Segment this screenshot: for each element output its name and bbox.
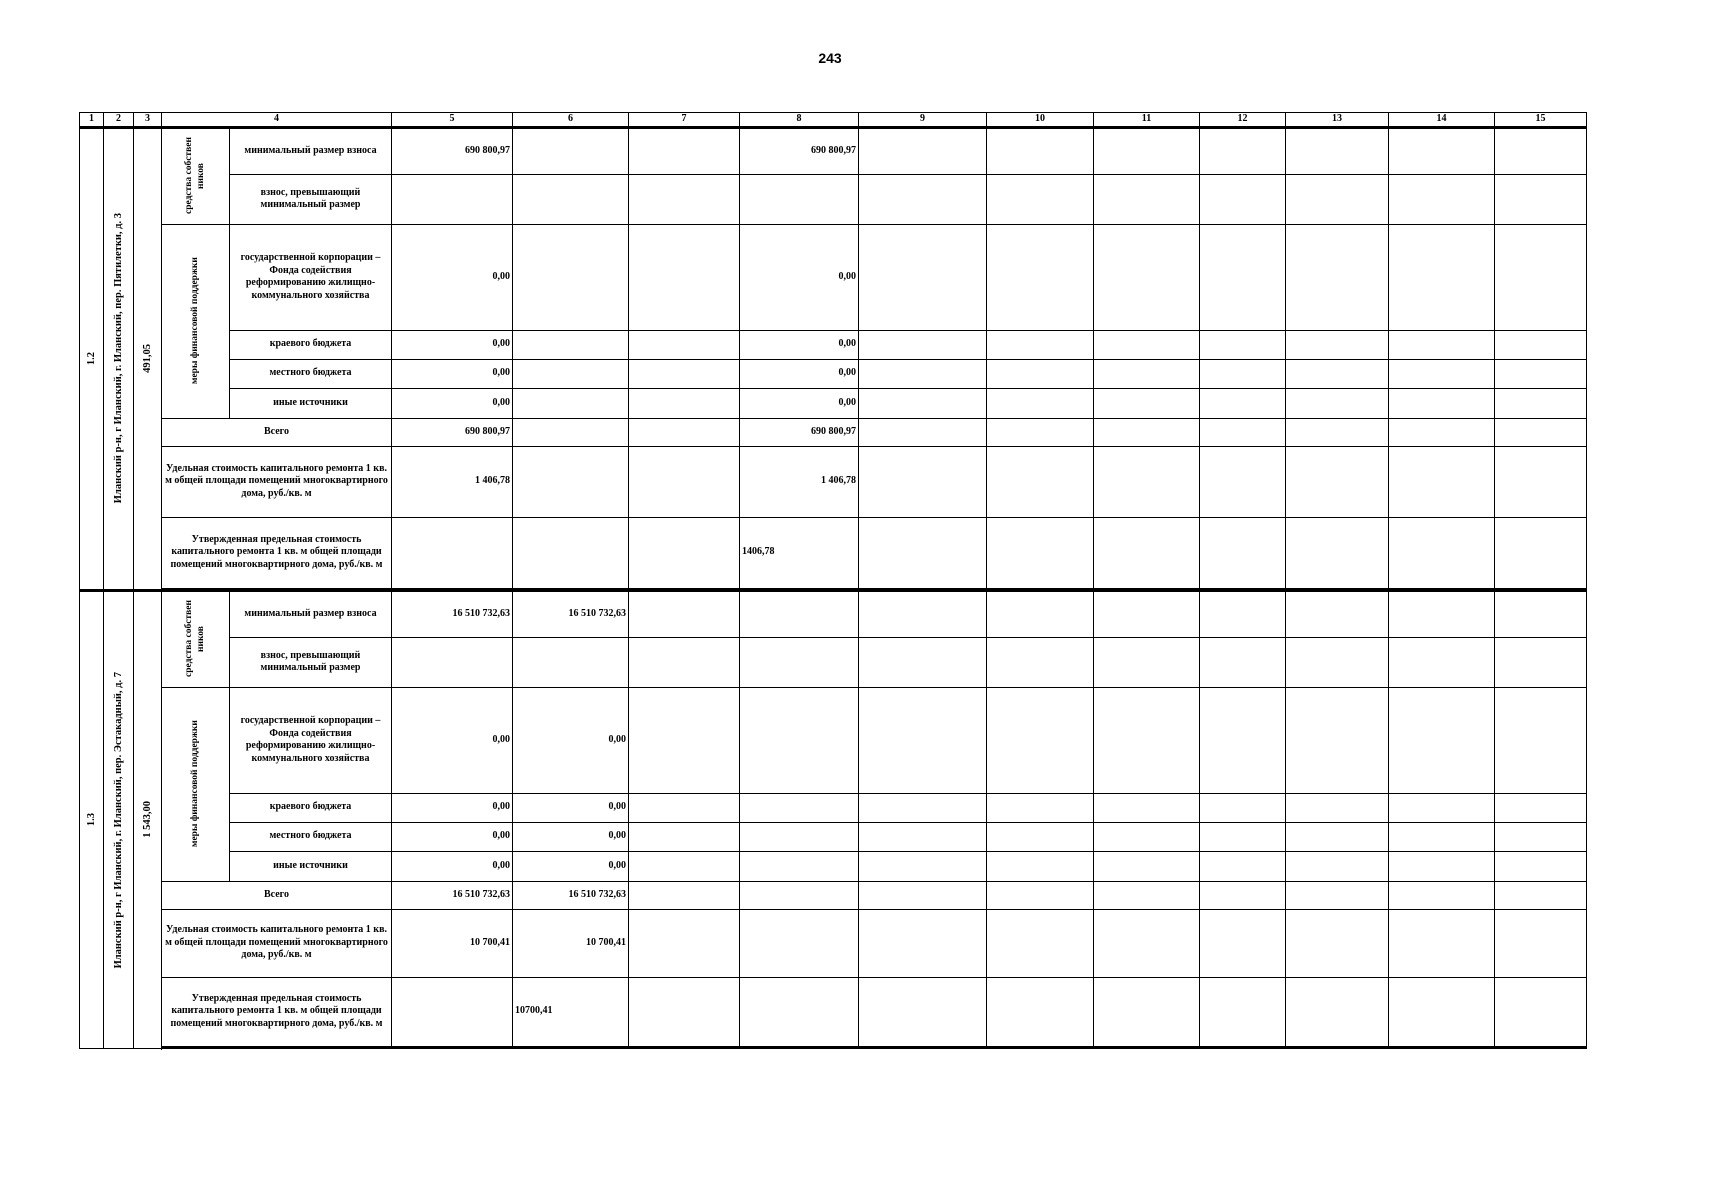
cell-value: 10 700,41 xyxy=(513,909,629,977)
cell-value xyxy=(513,517,629,588)
cell-value: 0,00 xyxy=(392,851,513,881)
other-label: иные источники xyxy=(230,851,392,881)
support-label: меры финансовой поддержки xyxy=(162,224,230,418)
regional-label: краевого бюджета xyxy=(230,793,392,822)
table-row xyxy=(80,881,1587,909)
block-area: 1 543,00 xyxy=(134,590,162,1049)
capital-repair-table xyxy=(79,112,1587,1049)
cell-value: 0,00 xyxy=(513,851,629,881)
cell-value: 16 510 732,63 xyxy=(513,881,629,909)
col-header: 2 xyxy=(104,113,134,128)
cell-value xyxy=(513,359,629,388)
col-header: 10 xyxy=(987,113,1094,128)
cell-value: 690 800,97 xyxy=(740,418,859,446)
table-row xyxy=(80,446,1587,517)
col-header: 1 xyxy=(80,113,104,128)
block-address: Иланский р-н, г Иланский, г. Иланский, пер. Пятилетки, д. 3 xyxy=(104,127,134,590)
cell-value xyxy=(740,687,859,793)
cell-value: 10 700,41 xyxy=(392,909,513,977)
table-row xyxy=(80,637,1587,687)
state-corp-label: государственной корпорации – Фонда содействия реформированию жилищно-коммунального хозяйства xyxy=(230,224,392,330)
col-header: 14 xyxy=(1389,113,1495,128)
total-label: Всего xyxy=(162,881,392,909)
support-label: меры финансовой поддержки xyxy=(162,687,230,881)
cell-value: 0,00 xyxy=(392,224,513,330)
cell-value: 16 510 732,63 xyxy=(513,590,629,637)
cell-value: 0,00 xyxy=(392,822,513,851)
column-numbers-row xyxy=(80,113,1587,128)
cell-value xyxy=(740,793,859,822)
cell-value xyxy=(740,590,859,637)
table-row xyxy=(80,851,1587,881)
table-row xyxy=(80,687,1587,793)
total-label: Всего xyxy=(162,418,392,446)
table-row xyxy=(80,977,1587,1047)
table-row xyxy=(80,590,1587,637)
cell-value: 0,00 xyxy=(740,224,859,330)
table-row xyxy=(80,793,1587,822)
cell-value: 0,00 xyxy=(513,687,629,793)
local-label: местного бюджета xyxy=(230,359,392,388)
table-row xyxy=(80,359,1587,388)
col-header: 9 xyxy=(859,113,987,128)
cell-value: 10700,41 xyxy=(513,977,629,1047)
cell-value: 0,00 xyxy=(740,330,859,359)
cell-value: 0,00 xyxy=(740,388,859,418)
owners-funds-label: средства собствен ников xyxy=(162,127,230,224)
col-header: 4 xyxy=(162,113,392,128)
state-corp-label: государственной корпорации – Фонда содействия реформированию жилищно-коммунального хозяйства xyxy=(230,687,392,793)
cell-value xyxy=(513,127,629,174)
cell-value: 690 800,97 xyxy=(392,418,513,446)
cell-value: 0,00 xyxy=(513,822,629,851)
page-number: 243 xyxy=(818,50,842,66)
col-header: 7 xyxy=(629,113,740,128)
cell-value xyxy=(740,851,859,881)
approved-limit-label: Утвержденная предельная стоимость капитального ремонта 1 кв. м общей площади помещений многоквартирного дома, руб./кв. м xyxy=(162,517,392,588)
table-row xyxy=(80,388,1587,418)
cell-value: 16 510 732,63 xyxy=(392,590,513,637)
regional-label: краевого бюджета xyxy=(230,330,392,359)
cell-value xyxy=(513,388,629,418)
min-contribution-label: минимальный размер взноса xyxy=(230,127,392,174)
table-row xyxy=(80,224,1587,330)
cell-value xyxy=(740,977,859,1047)
table-row xyxy=(80,909,1587,977)
cell-value: 0,00 xyxy=(392,330,513,359)
block-number: 1.2 xyxy=(80,127,104,590)
cell-value: 1 406,78 xyxy=(740,446,859,517)
cell-value: 0,00 xyxy=(392,687,513,793)
cell-value: 690 800,97 xyxy=(392,127,513,174)
over-min-label: взнос, превышающий минимальный размер xyxy=(230,637,392,687)
col-header: 15 xyxy=(1495,113,1587,128)
cell-value xyxy=(513,224,629,330)
col-header: 8 xyxy=(740,113,859,128)
cell-value: 0,00 xyxy=(513,793,629,822)
col-header: 5 xyxy=(392,113,513,128)
cell-value: 1406,78 xyxy=(740,517,859,588)
cell-value: 1 406,78 xyxy=(392,446,513,517)
block-area: 491,05 xyxy=(134,127,162,590)
cell-value xyxy=(513,330,629,359)
cell-value: 0,00 xyxy=(740,359,859,388)
other-label: иные источники xyxy=(230,388,392,418)
cell-value xyxy=(740,822,859,851)
col-header: 11 xyxy=(1094,113,1200,128)
unit-cost-label: Удельная стоимость капитального ремонта 1 кв. м общей площади помещений многоквартирного дома, руб./кв. м xyxy=(162,446,392,517)
table-row xyxy=(80,822,1587,851)
unit-cost-label: Удельная стоимость капитального ремонта 1 кв. м общей площади помещений многоквартирного дома, руб./кв. м xyxy=(162,909,392,977)
col-header: 3 xyxy=(134,113,162,128)
col-header: 6 xyxy=(513,113,629,128)
cell-value xyxy=(740,881,859,909)
table-row xyxy=(80,127,1587,174)
cell-value: 16 510 732,63 xyxy=(392,881,513,909)
cell-value xyxy=(513,418,629,446)
cell-value: 0,00 xyxy=(392,359,513,388)
cell-value: 0,00 xyxy=(392,388,513,418)
approved-limit-label: Утвержденная предельная стоимость капитального ремонта 1 кв. м общей площади помещений многоквартирного дома, руб./кв. м xyxy=(162,977,392,1047)
col-header: 12 xyxy=(1200,113,1286,128)
over-min-label: взнос, превышающий минимальный размер xyxy=(230,174,392,224)
table-row xyxy=(80,517,1587,588)
col-header: 13 xyxy=(1286,113,1389,128)
min-contribution-label: минимальный размер взноса xyxy=(230,590,392,637)
block-address: Иланский р-н, г Иланский, г. Иланский, пер. Эстакадный, д. 7 xyxy=(104,590,134,1049)
block-number: 1.3 xyxy=(80,590,104,1049)
owners-funds-label: средства собствен ников xyxy=(162,590,230,687)
table-row xyxy=(80,174,1587,224)
table-row xyxy=(80,330,1587,359)
table-row xyxy=(80,418,1587,446)
cell-value: 0,00 xyxy=(392,793,513,822)
cell-value xyxy=(513,446,629,517)
cell-value xyxy=(740,909,859,977)
local-label: местного бюджета xyxy=(230,822,392,851)
cell-value: 690 800,97 xyxy=(740,127,859,174)
